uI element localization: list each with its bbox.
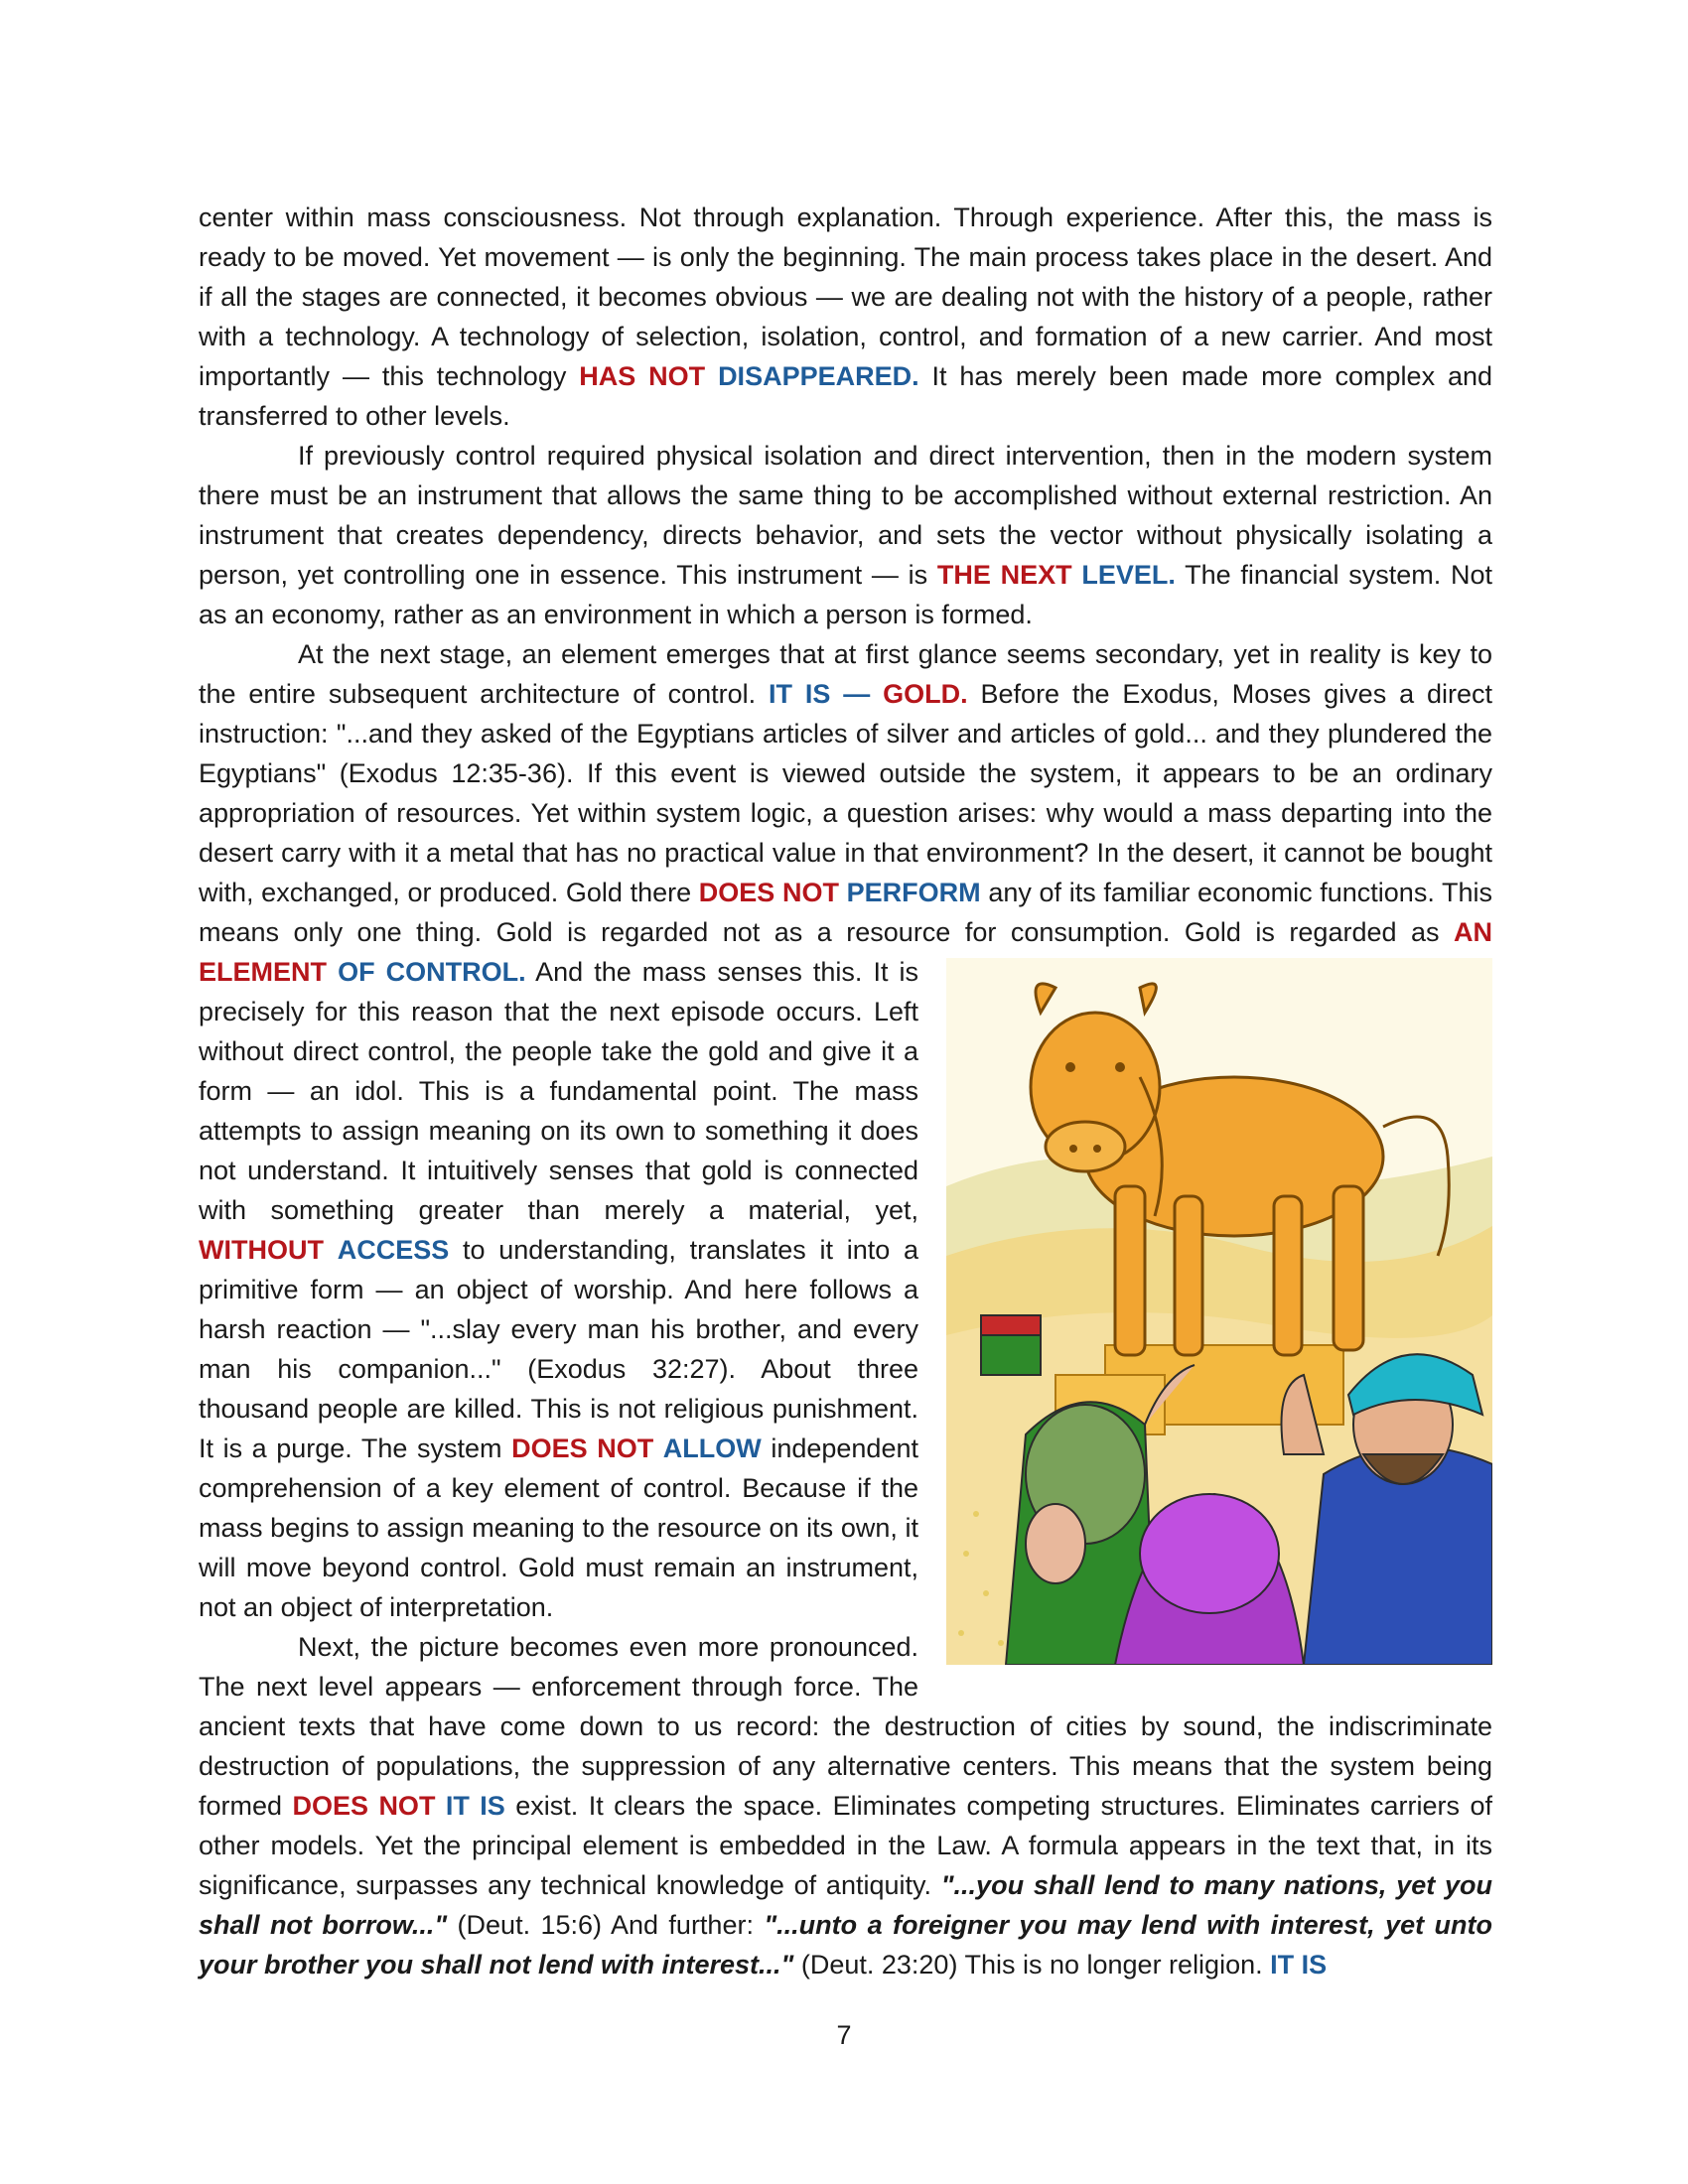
emphasis-red: AN ELEMENT xyxy=(199,917,1492,987)
emphasis-red: DOES NOT xyxy=(511,1433,654,1463)
paragraph-2: If previously control required physical isolation and direct intervention, then in the modern system there must be an instrument that allows the same thing to be accomplished without external restriction. An instrument that creates dependency, directs behavior, and sets the vector without physically isolating a person, yet controlling one in essence. This instrument — is THE NEXT LEVEL. The financial system. Not as an economy, rather as an environment in which a person is formed. xyxy=(199,441,1492,629)
emphasis-red: THE NEXT xyxy=(936,560,1072,590)
emphasis-blue: PERFORM xyxy=(846,878,981,907)
golden-calf-illustration xyxy=(946,958,1492,1665)
body-text xyxy=(199,198,1492,1984)
scripture-quote: "...unto a foreigner you may lend with interest, yet unto your brother you shall not lend with interest..." xyxy=(199,1910,1492,1979)
emphasis-blue: ALLOW xyxy=(662,1433,762,1463)
emphasis-blue: IT IS — xyxy=(769,679,871,709)
emphasis-blue: LEVEL. xyxy=(1081,560,1176,590)
paragraph-1: center within mass consciousness. Not through explanation. Through experience. After this, the mass is ready to be moved. Yet movement — is only the beginning. The main process takes place in the desert. And if all the stages are connected, it becomes obvious — we are dealing not with the history of a people, rather with a technology. A technology of selection, isolation, control, and formation of a new carrier. And most importantly — this technology HAS NOT DISAPPEARED. It has merely been made more complex and transferred to other levels. xyxy=(199,203,1493,431)
scripture-quote: "...you shall lend to many nations, yet you shall not borrow..." xyxy=(199,1870,1492,1940)
emphasis-blue: IT IS xyxy=(445,1791,505,1821)
emphasis-red: WITHOUT xyxy=(199,1235,324,1265)
page-number: 7 xyxy=(836,2020,852,2050)
paragraph-3: At the next stage, an element emerges that at first glance seems secondary, yet in reality is key to the entire subsequent architecture of control. IT IS — GOLD. Before the Exodus, Moses gives a direct instruction: "...and they asked of the Egyptians articles of silver and articles of gold... and they plundered the Egyptians" (Exodus 12:35-36). If this event is viewed outside the system, it appears to be an ordinary appropriation of resources. Yet within system logic, a question arises: why would a mass departing into the desert carry with it a metal that has no practical value in that environment? In the desert, it cannot be bought with, exchanged, or produced. Gold there DOES NOT PERFORM any of its familiar economic functions. This means only one thing. Gold is regarded not as a resource for consumption. Gold is regarded as AN ELEMENT OF CONTROL. And the mass senses this. It is precisely for this reason that the next episode occurs. Left without direct control, the people take the gold and give it a form — an idol. This is a fundamental point. The mass attempts to assign meaning on its own to something it does not understand. It intuitively senses that gold is connected with something greater than merely a material, yet, WITHOUT ACCESS to understanding, translates it into a primitive form — an object of worship. And here follows a harsh reaction — "...slay every man his brother, and every man his companion..." (Exodus 32:27). About three thousand people are killed. This is not religious punishment. It is a purge. The system DOES NOT ALLOW independent comprehension of a key element of control. Because if the mass begins to assign meaning to the resource on its own, it will move beyond control. Gold must remain an instrument, not an object of interpretation. xyxy=(199,634,1492,1627)
emphasis-red: GOLD. xyxy=(883,679,968,709)
emphasis-blue: DISAPPEARED. xyxy=(718,361,919,391)
emphasis-blue: IT IS xyxy=(1270,1950,1328,1979)
paragraph-4: Next, the picture becomes even more pronounced. The next level appears — enforcement through force. The ancient texts that have come down to us record: the destruction of cities by sound, the indiscriminate destruction of populations, the suppression of any alternative centers. This means that the system being formed DOES NOT IT IS exist. It clears the space. Eliminates competing structures. Eliminates carriers of other models. Yet the principal element is embedded in the Law. A formula appears in the text that, in its significance, surpasses any technical knowledge of antiquity. "...you shall lend to many nations, yet you shall not borrow..." (Deut. 15:6) And further: "...unto a foreigner you may lend with interest, yet unto your brother you shall not lend with interest..." (Deut. 23:20) This is no longer religion. IT IS xyxy=(199,1632,1492,1979)
emphasis-blue: OF CONTROL. xyxy=(338,957,526,987)
emphasis-blue: ACCESS xyxy=(337,1235,450,1265)
emphasis-red: HAS NOT xyxy=(579,361,706,391)
golden-calf-image xyxy=(946,958,1492,1665)
emphasis-red: DOES NOT xyxy=(292,1791,436,1821)
emphasis-red: DOES NOT xyxy=(698,878,839,907)
